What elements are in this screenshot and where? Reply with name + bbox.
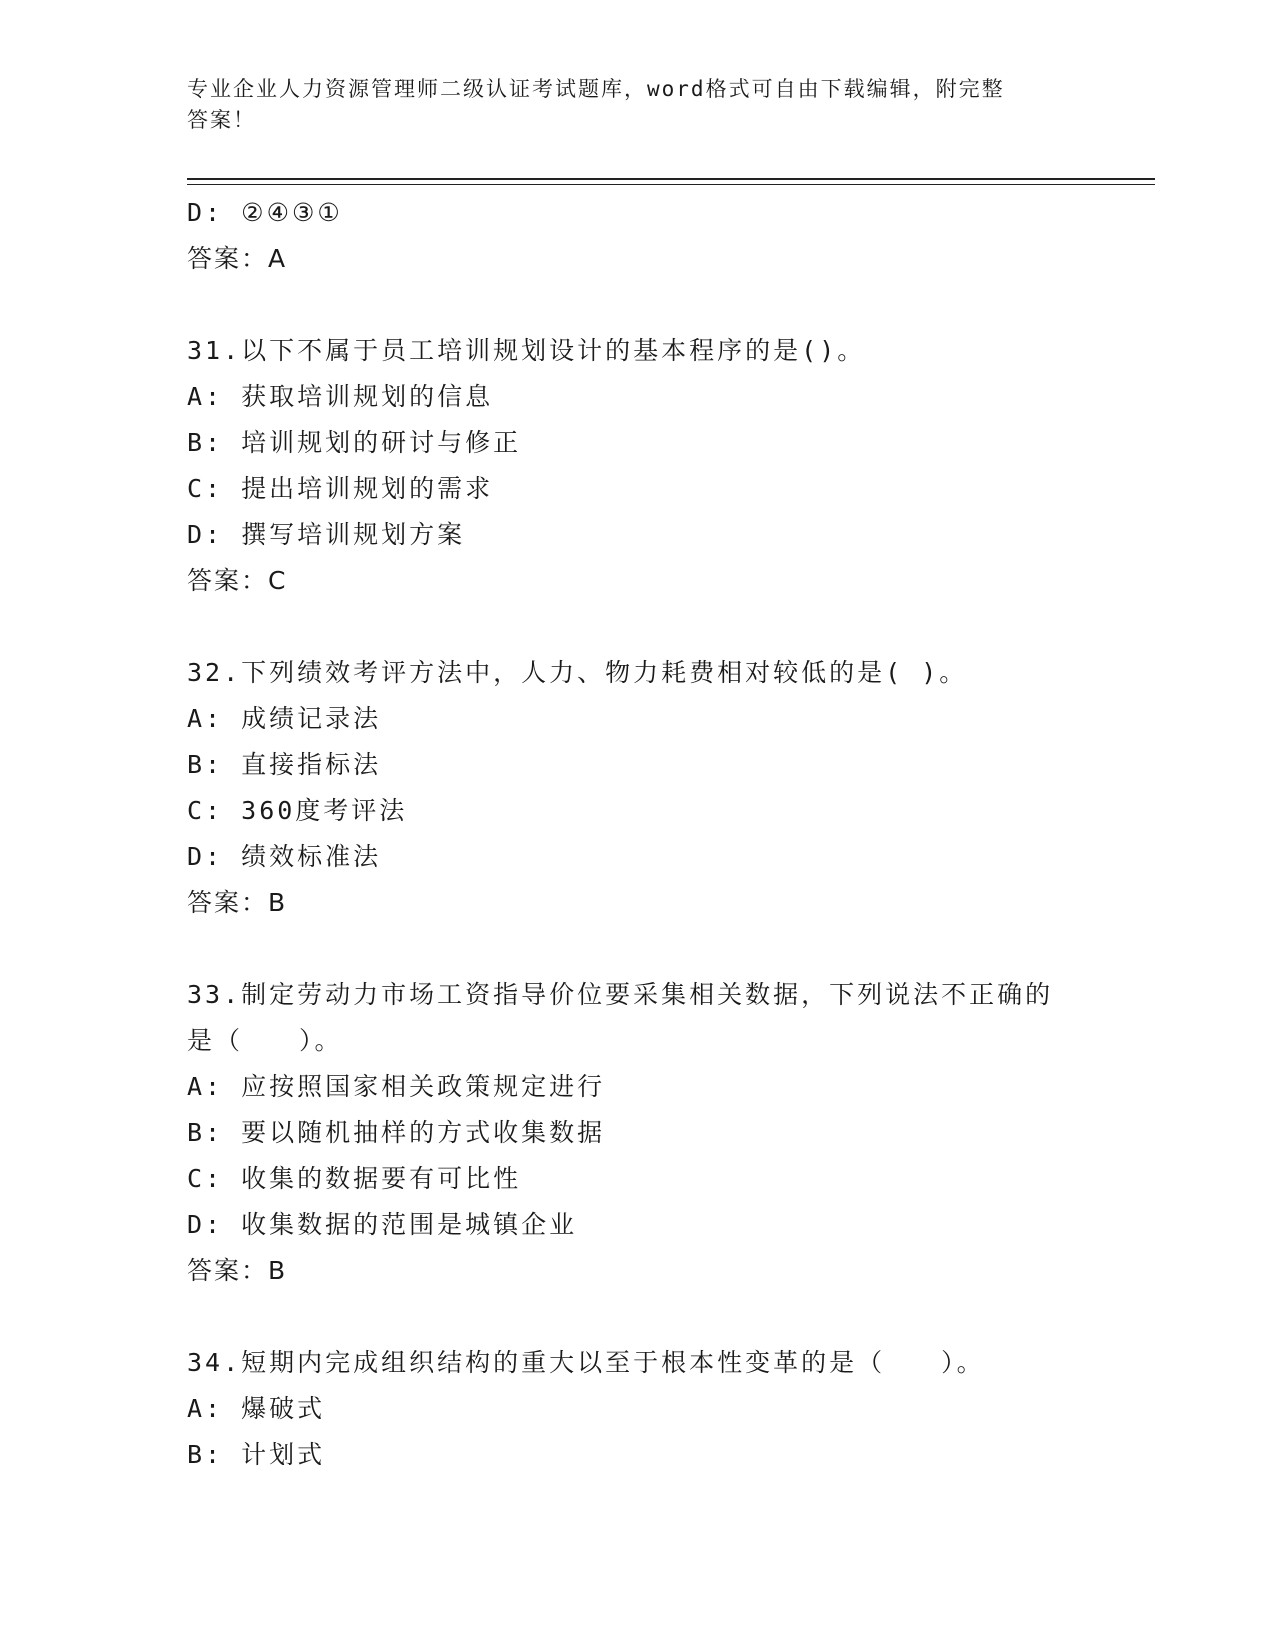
document-body xyxy=(187,190,1087,1478)
option-c: C: 360度考评法 xyxy=(187,796,408,825)
question-30-tail xyxy=(187,190,1087,282)
option-a: A: 应按照国家相关政策规定进行 xyxy=(187,1072,606,1101)
question-stem-line-2: 是（ ）。 xyxy=(187,1026,343,1055)
header-line-1: 专业企业人力资源管理师二级认证考试题库，word格式可自由下载编辑，附完整 xyxy=(187,77,1005,101)
option-d: D: 绩效标准法 xyxy=(187,842,382,871)
option-c: C: 提出培训规划的需求 xyxy=(187,474,494,503)
option-b: B: 计划式 xyxy=(187,1440,326,1469)
option-b: B: 要以随机抽样的方式收集数据 xyxy=(187,1118,606,1147)
option-d: D: 收集数据的范围是城镇企业 xyxy=(187,1210,578,1239)
question-33 xyxy=(187,972,1087,1294)
option-b: B: 直接指标法 xyxy=(187,750,382,779)
question-34 xyxy=(187,1340,1087,1478)
answer: 答案：C xyxy=(187,566,288,595)
option-c: C: 收集的数据要有可比性 xyxy=(187,1164,522,1193)
option-b: B: 培训规划的研讨与修正 xyxy=(187,428,522,457)
question-31 xyxy=(187,328,1087,604)
option-a: A: 获取培训规划的信息 xyxy=(187,382,494,411)
header-divider xyxy=(187,178,1155,185)
answer: 答案：B xyxy=(187,888,288,917)
question-stem: 32.下列绩效考评方法中，人力、物力耗费相对较低的是( )。 xyxy=(187,658,968,687)
option-d: D: ②④③① xyxy=(187,198,343,227)
document-header xyxy=(187,74,1087,136)
option-d: D: 撰写培训规划方案 xyxy=(187,520,466,549)
question-stem: 34.短期内完成组织结构的重大以至于根本性变革的是（ ）。 xyxy=(187,1348,985,1377)
header-line-2: 答案！ xyxy=(187,108,256,132)
option-a: A: 爆破式 xyxy=(187,1394,326,1423)
question-32 xyxy=(187,650,1087,926)
question-stem-line-1: 33.制定劳动力市场工资指导价位要采集相关数据，下列说法不正确的 xyxy=(187,980,1054,1009)
answer: 答案：B xyxy=(187,1256,288,1285)
question-stem: 31.以下不属于员工培训规划设计的基本程序的是()。 xyxy=(187,336,866,365)
option-a: A: 成绩记录法 xyxy=(187,704,382,733)
answer: 答案：A xyxy=(187,244,288,273)
